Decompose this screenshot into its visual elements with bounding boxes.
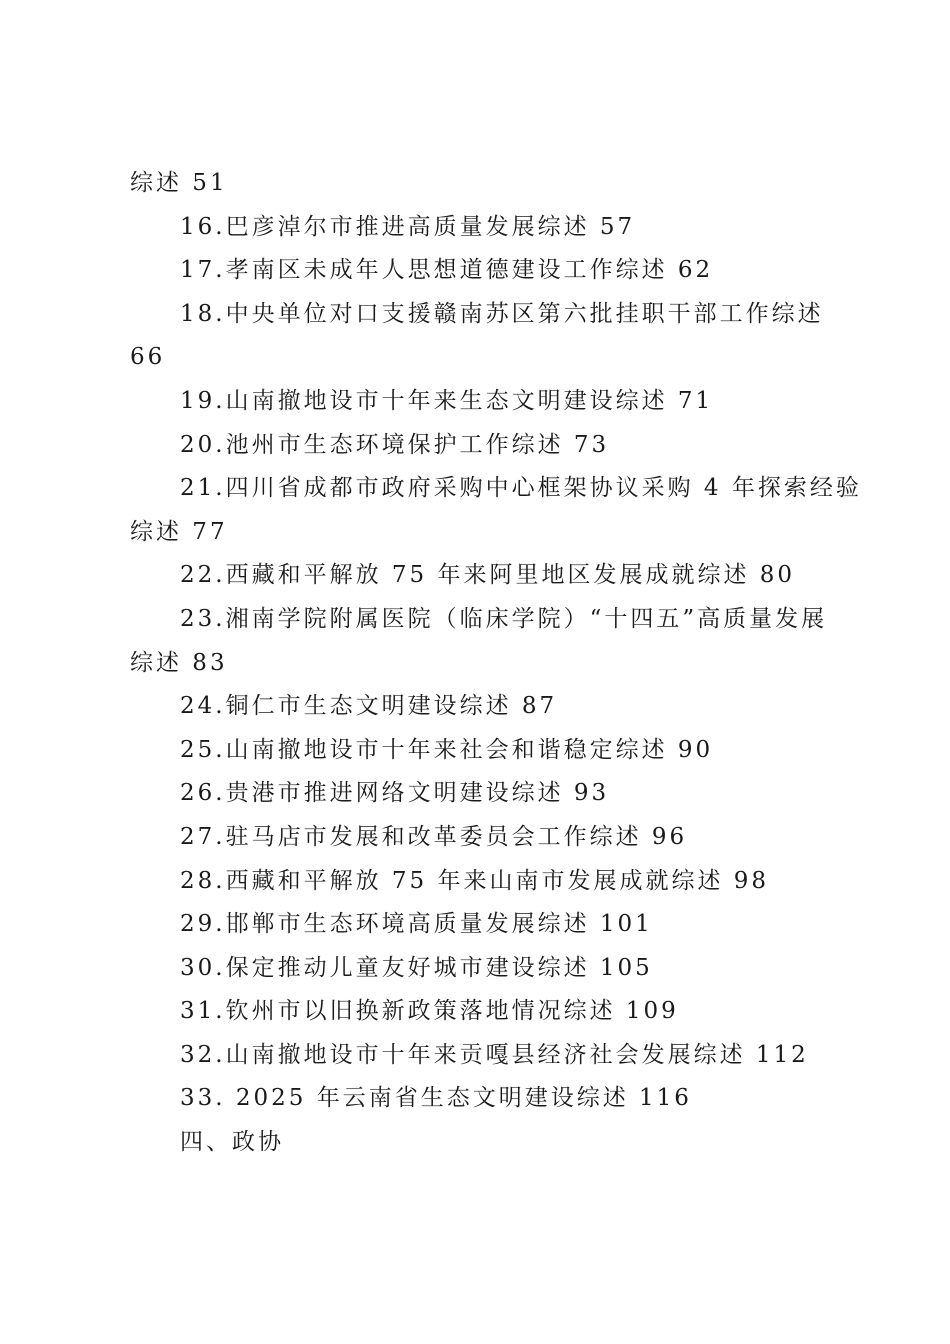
toc-line: 31.钦州市以旧换新政策落地情况综述 109 [180,998,679,1025]
toc-line: 23.湘南学院附属医院（临床学院）“十四五”高质量发展 [180,605,828,632]
toc-line: 综述 77 [130,518,228,545]
toc-line: 22.西藏和平解放 75 年来阿里地区发展成就综述 80 [180,562,796,589]
toc-line: 17.孝南区未成年人思想道德建设工作综述 62 [180,257,714,284]
toc-line: 29.邯郸市生态环境高质量发展综述 101 [180,911,653,938]
toc-line: 18.中央单位对口支援赣南苏区第六批挂职干部工作综述 [180,300,824,327]
toc-line: 20.池州市生态环境保护工作综述 73 [180,431,610,458]
toc-line: 综述 83 [130,649,228,676]
toc-line: 24.铜仁市生态文明建设综述 87 [180,693,558,720]
toc-line: 66 [130,344,166,371]
toc-line: 32.山南撤地设市十年来贡嘎县经济社会发展综述 112 [180,1041,809,1068]
toc-line: 33. 2025 年云南省生态文明建设综述 116 [180,1085,692,1112]
toc-line: 26.贵港市推进网络文明建设综述 93 [180,780,610,807]
toc-line: 30.保定推动儿童友好城市建设综述 105 [180,954,653,981]
section-heading: 四、政协 [180,1129,284,1156]
table-of-contents [0,162,950,1165]
toc-line: 27.驻马店市发展和改革委员会工作综述 96 [180,823,688,850]
toc-line: 19.山南撤地设市十年来生态文明建设综述 71 [180,387,714,414]
toc-line: 25.山南撤地设市十年来社会和谐稳定综述 90 [180,736,714,763]
toc-line: 21.四川省成都市政府采购中心框架协议采购 4 年探索经验 [180,475,862,502]
toc-line: 28.西藏和平解放 75 年来山南市发展成就综述 98 [180,867,770,894]
toc-line: 16.巴彦淖尔市推进高质量发展综述 57 [180,213,636,240]
toc-line: 综述 51 [130,170,228,196]
